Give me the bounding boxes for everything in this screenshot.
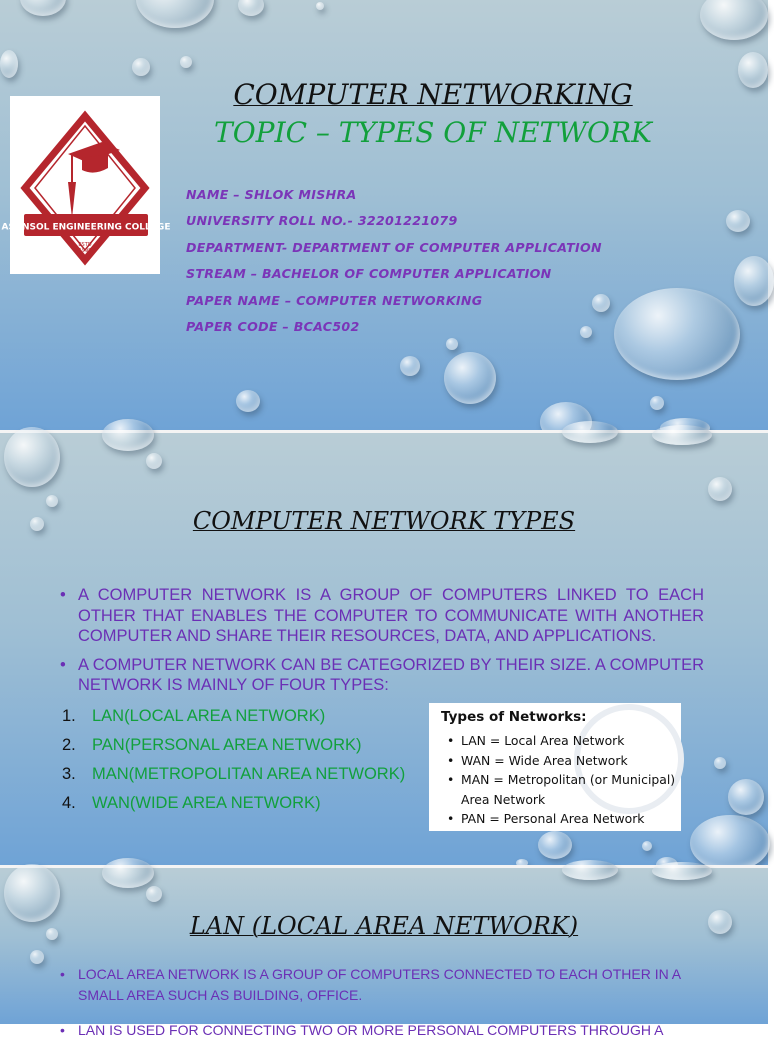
water-drop: [146, 886, 162, 902]
list-number: 2.: [62, 736, 76, 754]
water-drop: [4, 427, 60, 487]
water-drop: [652, 862, 712, 880]
student-info-list: [186, 186, 602, 344]
list-text: MAN(METROPOLITAN AREA NETWORK): [92, 765, 406, 783]
list-text: PAN(PERSONAL AREA NETWORK): [92, 736, 362, 754]
water-drop: [132, 58, 150, 76]
list-text: WAN(WIDE AREA NETWORK): [92, 794, 321, 812]
info-name: NAME – SHLOK MISHRA: [186, 187, 357, 202]
info-paper-name: PAPER NAME – COMPUTER NETWORKING: [186, 292, 483, 308]
water-drop: [146, 453, 162, 469]
water-drop: [738, 52, 768, 88]
list-text: LAN(LOCAL AREA NETWORK): [92, 707, 326, 725]
lan-slide: [0, 868, 768, 1038]
water-drop: [180, 56, 192, 68]
list-item-wan: [62, 792, 405, 821]
water-drop: [236, 390, 260, 412]
types-of-networks-image: [429, 703, 681, 831]
slide-heading: COMPUTER NETWORK TYPES: [192, 507, 576, 535]
slide-heading: LAN (LOCAL AREA NETWORK): [189, 912, 579, 940]
types-box-item: • MAN = Metropolitan (or Municipal): [447, 770, 675, 790]
water-drop: [734, 256, 774, 306]
water-drop: [700, 0, 768, 40]
water-drop: [714, 757, 726, 769]
water-drop: [614, 288, 740, 380]
title-slide: [0, 0, 768, 430]
bullet-definition: • A COMPUTER NETWORK IS A GROUP OF COMPUTERS LINKED TO EACH OTHER THAT ENABLES THE COMPUTER TO COMMUNICATE WITH ANOTHER COMPUTER AND SHARE THEIR RESOURCES, DATA, AND APPLICATIONS.: [60, 585, 704, 647]
list-number: 1.: [62, 707, 76, 725]
info-department: DEPARTMENT- DEPARTMENT OF COMPUTER APPLICATION: [186, 239, 602, 255]
bullet-lan-usage: • LAN IS USED FOR CONNECTING TWO OR MORE PERSONAL COMPUTERS THROUGH A: [60, 1020, 704, 1041]
info-paper-code: PAPER CODE – BCAC502: [186, 318, 360, 334]
water-drop: [444, 352, 496, 404]
types-box-item: Area Network: [461, 791, 546, 807]
list-item-man: [62, 763, 405, 792]
water-drop: [20, 0, 66, 16]
types-box-title: Types of Networks:: [441, 709, 587, 725]
water-drop: [30, 950, 44, 964]
definition-bullets: [60, 585, 704, 704]
logo-college-name: ASANSOL ENGINEERING COLLEGE: [1, 222, 171, 233]
slide-title: COMPUTER NETWORKING: [233, 78, 633, 111]
water-drop: [316, 2, 324, 10]
water-drop: [708, 477, 732, 501]
list-number: 3.: [62, 765, 76, 783]
network-types-slide: [0, 433, 768, 865]
water-drop: [690, 815, 770, 871]
water-drop: [726, 210, 750, 232]
water-drop: [728, 779, 764, 815]
water-drop: [650, 396, 664, 410]
water-drop: [652, 425, 712, 445]
bullet-lan-definition: • LOCAL AREA NETWORK IS A GROUP OF COMPUTERS CONNECTED TO EACH OTHER IN A SMALL AREA SUCH AS BUILDING, OFFICE.: [60, 964, 704, 1006]
types-box-item: • PAN = Personal Area Network: [447, 809, 675, 829]
info-roll-no: UNIVERSITY ROLL NO.- 32201221079: [186, 213, 458, 229]
list-number: 4.: [62, 794, 76, 812]
network-types-list: [62, 705, 405, 821]
water-drop: [0, 50, 18, 78]
water-drop: [642, 841, 652, 851]
water-drop: [46, 495, 58, 507]
info-stream: STREAM – BACHELOR OF COMPUTER APPLICATION: [186, 266, 552, 282]
list-item-lan: [62, 705, 405, 734]
types-box-item: • LAN = Local Area Network: [447, 731, 675, 751]
water-drop: [238, 0, 264, 16]
bullet-categories: • A COMPUTER NETWORK CAN BE CATEGORIZED BY THEIR SIZE. A COMPUTER NETWORK IS MAINLY OF FOUR TYPES:: [60, 655, 704, 696]
list-item-pan: [62, 734, 405, 763]
water-drop: [102, 419, 154, 451]
college-logo-graphic: [1, 96, 171, 274]
lan-bullets: [60, 964, 704, 1055]
water-drop: [136, 0, 214, 28]
types-box-item: • WAN = Wide Area Network: [447, 751, 675, 771]
water-drop: [562, 860, 618, 880]
logo-year: 1998: [78, 248, 92, 254]
water-drop: [538, 831, 572, 859]
water-drop: [102, 858, 154, 888]
logo-estd: ESTD: [78, 242, 92, 248]
types-box-list: [447, 731, 675, 829]
slide-topic: TOPIC – TYPES OF NETWORK: [214, 116, 652, 149]
water-drop: [562, 421, 618, 443]
water-drop: [400, 356, 420, 376]
college-logo: [1, 96, 171, 274]
